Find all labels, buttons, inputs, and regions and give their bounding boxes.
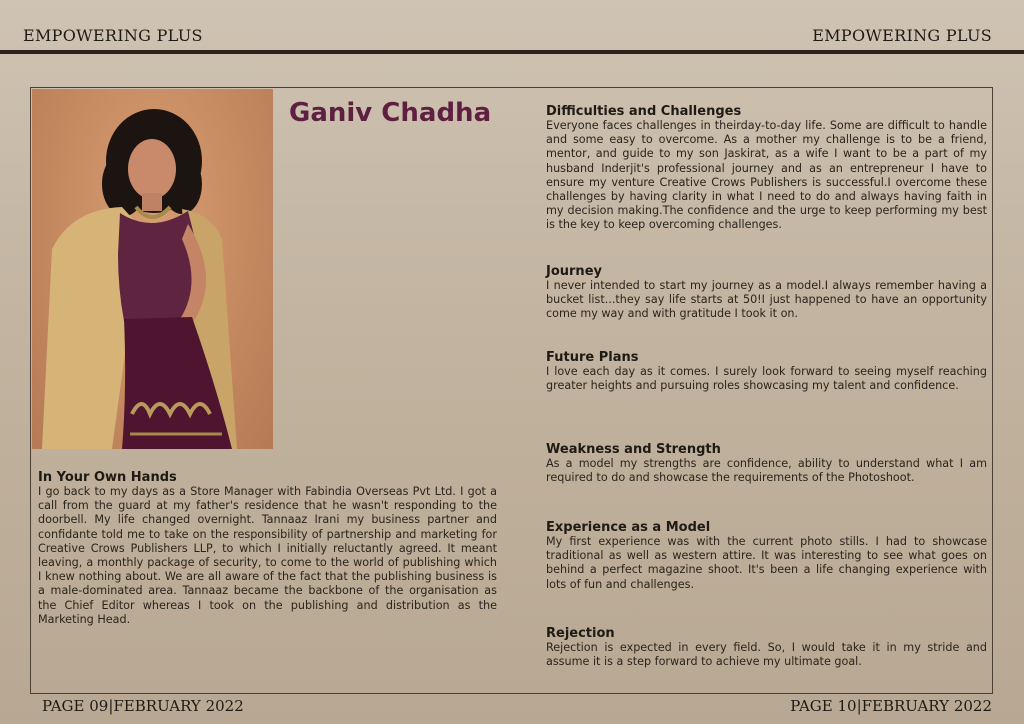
profile-photo: [32, 89, 273, 449]
section-future-plans: [546, 350, 987, 393]
footer-right-page: PAGE 10|FEBRUARY 2022: [790, 697, 992, 715]
portrait-illustration: [32, 89, 273, 449]
section-body: Rejection is expected in every field. So, I would take it in my stride and assume it is a step forward to achieve my ultimate goal.: [546, 641, 987, 669]
section-own-hands: [38, 470, 497, 627]
header-rule: [0, 50, 1024, 54]
profile-name: Ganiv Chadha: [289, 98, 492, 128]
section-title: Future Plans: [546, 350, 639, 365]
section-title: In Your Own Hands: [38, 470, 177, 485]
page-header: [0, 0, 1024, 52]
header-left-title: EMPOWERING PLUS: [23, 26, 203, 45]
section-body: I love each day as it comes. I surely look forward to seeing myself reaching greater heights and pursuing roles showcasing my talent and confidence.: [546, 365, 987, 393]
section-title: Rejection: [546, 626, 615, 641]
section-rejection: [546, 626, 987, 669]
section-journey: [546, 264, 987, 322]
section-body: I never intended to start my journey as a model.I always remember having a bucket list...they say life starts at 50!I just happened to have an opportunity come my way and with gratitude I took it on.: [546, 279, 987, 321]
section-body: Everyone faces challenges in theirday-to-day life. Some are difficult to handle and some easy to overcome. As a mother my challenge is to be a friend, mentor, and guide to my son Jaskirat, as a wife I want to be a part of my husband Inderjit's professional journey and as an entrepreneur I have to ensure my venture Creative Crows Publishers is successful.I overcome these challenges by having clarity in what I need to do and always having faith in my decision making.The confidence and the urge to keep performing my best is the key to keep overcoming challenges.: [546, 119, 987, 232]
section-title: Weakness and Strength: [546, 442, 721, 457]
section-difficulties: [546, 104, 987, 233]
footer-rule: [30, 693, 993, 694]
footer-left-page: PAGE 09|FEBRUARY 2022: [42, 697, 244, 715]
section-title: Experience as a Model: [546, 520, 711, 535]
header-right-title: EMPOWERING PLUS: [812, 26, 992, 45]
section-title: Difficulties and Challenges: [546, 104, 742, 119]
section-body: My first experience was with the current photo stills. I had to showcase traditional as well as western attire. It was interesting to see what goes on behind a perfect magazine shoot. It's been a life changing experience with lots of fun and challenges.: [546, 535, 987, 591]
section-weakness-strength: [546, 442, 987, 485]
section-body: As a model my strengths are confidence, ability to understand what I am required to do and showcase the requirements of the Photoshoot.: [546, 457, 987, 485]
section-body: I go back to my days as a Store Manager with Fabindia Overseas Pvt Ltd. I got a call from the guard at my father's residence that he wasn't responding to the doorbell. My life changed overnight. Tannaaz Irani my business partner and confidante told me to take on the responsibility of partnership and marketing for Creative Crows Publishers LLP, to which I initially reluctantly agreed. It meant leaving, a monthly package of security, to come to the world of publishing which I knew nothing about. We are all aware of the fact that the publishing business is a male-dominated area. Tannaaz became the backbone of the organisation as the Chief Editor whereas I took on the publishing and distribution as the Marketing Head.: [38, 485, 497, 626]
section-title: Journey: [546, 264, 602, 279]
section-experience: [546, 520, 987, 592]
